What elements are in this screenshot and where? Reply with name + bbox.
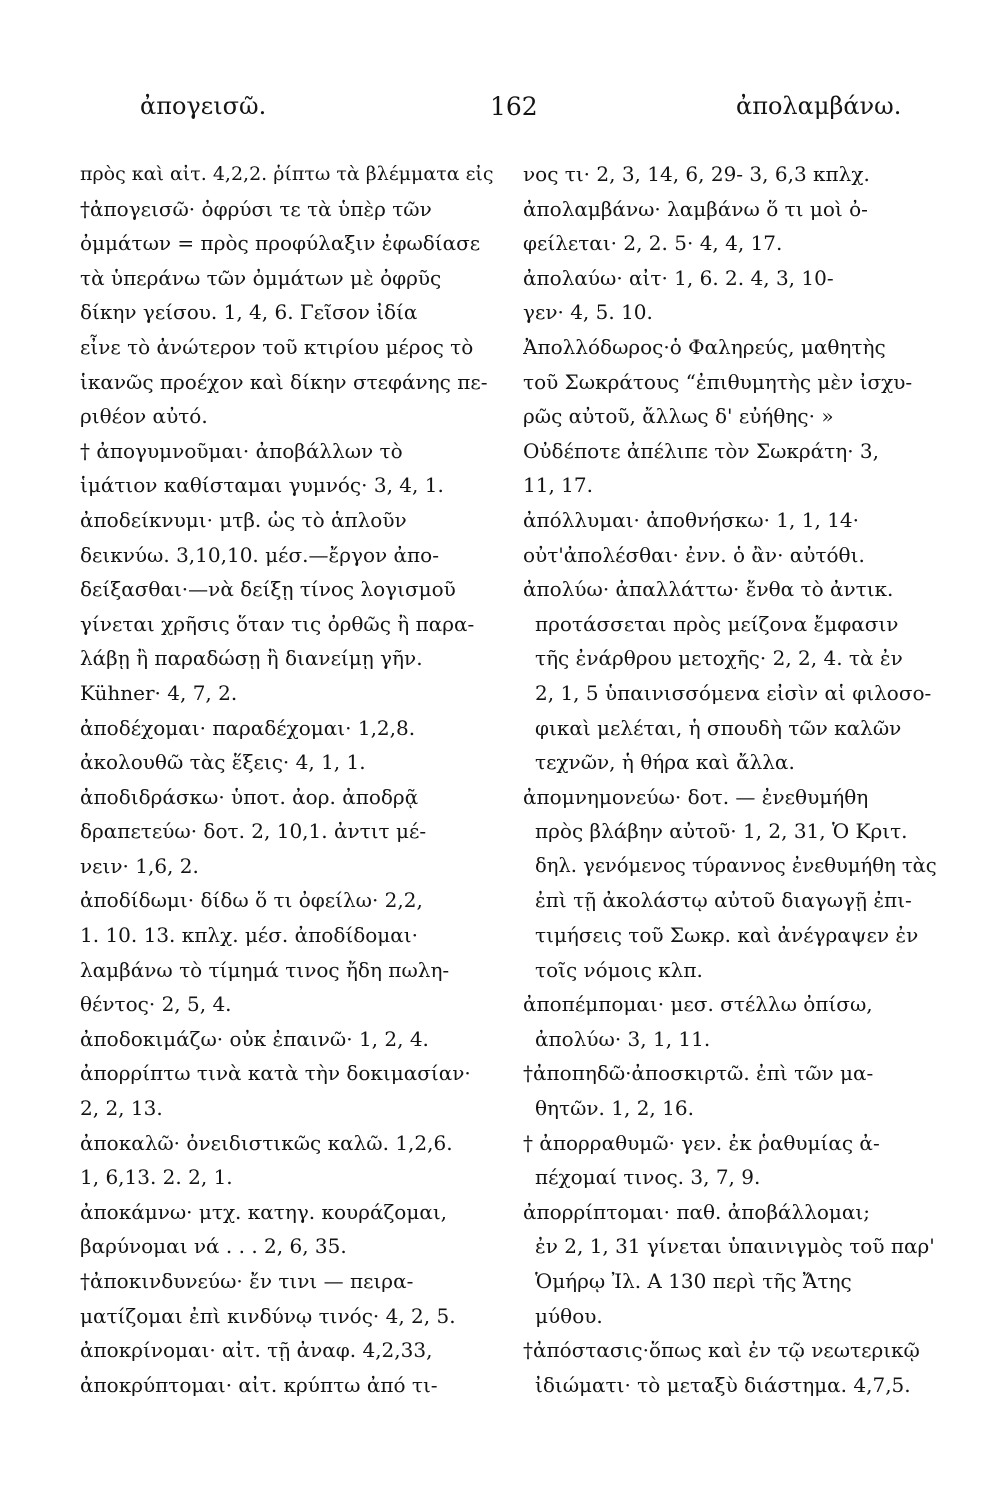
entry-line: φικαὶ μελέται, ἡ σπουδὴ τῶν καλῶν [535,715,902,740]
entry-line: γεν· 4, 5. 10. [523,300,653,325]
entry-line: ἀπολαύω· αἰτ· 1, 6. 2. 4, 3, 10- [523,265,834,290]
header-left-catchword: ἀπογεισῶ. [140,92,267,120]
entry-line: ἀποκάμνω· μτχ. κατηγ. κουράζομαι, [80,1199,448,1224]
entry-line: ἀποδέχομαι· παραδέχομαι· 1,2,8. [80,715,416,740]
entry-line: θητῶν. 1, 2, 16. [535,1096,694,1121]
entry-line: τοῖς νόμοις κλπ. [535,957,703,982]
entry-line: δραπετεύω· δοτ. 2, 10,1. ἀντιτ μέ- [80,819,427,844]
entry-line: ἀκολουθῶ τὰς ἕξεις· 4, 1, 1. [80,750,366,775]
entry-line: ἀποπέμπομαι· μεσ. στέλλω ὀπίσω, [523,992,873,1017]
entry-line: ἐν 2, 1, 31 γίνεται ὑπαινιγμὸς τοῦ παρ' [535,1234,935,1259]
left-column [80,157,495,1402]
header-right-catchword: ἀπολαμβάνω. [736,92,902,120]
entry-line: 1, 6,13. 2. 2, 1. [80,1165,233,1190]
entry-line: ἀπορρίπτω τινὰ κατὰ τὴν δοκιμασίαν· [80,1061,471,1086]
entry-line: ρῶς αὐτοῦ, ἄλλως δ' εὐήθης· » [523,404,834,429]
entry-line: μύθου. [535,1303,603,1328]
entry-line: ἀπολαμβάνω· λαμβάνω ὅ τι μοὶ ὀ- [523,196,868,221]
entry-line: ἀπομνημονεύω· δοτ. — ἐνεθυμήθη [523,784,869,809]
entry-line: † ἀπογυμνοῦμαι· ἀποβάλλων τὸ [80,438,403,463]
entry-line: τὰ ὑπεράνω τῶν ὀμμάτων μὲ ὀφρῦς [80,265,442,290]
entry-line: Οὐδέποτε ἀπέλιπε τὸν Σωκράτη· 3, [523,438,879,463]
entry-line: δηλ. γενόμενος τύραννος ἐνεθυμήθη τὰς [535,853,937,877]
entry-line: ἰδιώματι· τὸ μεταξὺ διάστημα. 4,7,5. [535,1372,911,1397]
entry-line: Ἀπολλόδωρος·ὁ Φαληρεύς, μαθητὴς [523,334,886,359]
entry-line: ἀποκρύπτομαι· αἰτ. κρύπτω ἀπό τι- [80,1372,438,1397]
entry-line: πέχομαί τινος. 3, 7, 9. [535,1165,761,1190]
entry-line: ἱμάτιον καθίσταμαι γυμνός· 3, 4, 1. [80,473,444,498]
entry-line: πρὸς βλάβην αὐτοῦ· 1, 2, 31, Ὁ Κριτ. [535,819,908,844]
entry-line: ριθέον αὐτό. [80,404,208,429]
entry-line: ἱκανῶς προέχον καὶ δίκην στεφάνης πε- [80,369,488,394]
entry-line: ἀποδοκιμάζω· οὐκ ἐπαινῶ· 1, 2, 4. [80,1026,429,1051]
entry-line: ἀπολύω· ἀπαλλάττω· ἔνθα τὸ ἀντικ. [523,577,894,602]
entry-line: †ἀποκινδυνεύω· ἔν τινι — πειρα- [80,1269,414,1293]
entry-line: τοῦ Σωκράτους “ἐπιθυμητὴς μὲν ἰσχυ- [523,369,913,394]
entry-line: τιμήσεις τοῦ Σωκρ. καὶ ἀνέγραψεν ἐν [535,923,919,948]
entry-line: Kühner· 4, 7, 2. [80,680,238,705]
entry-line: ἀπορρίπτομαι· παθ. ἀποβάλλομαι; [523,1199,871,1224]
entry-line: νειν· 1,6, 2. [80,853,199,878]
entry-line: ἀποδίδωμι· δίδω ὅ τι ὀφείλω· 2,2, [80,888,423,913]
entry-line: νος τι· 2, 3, 14, 6, 29- 3, 6,3 κπλχ. [523,162,870,186]
entry-line: ματίζομαι ἐπὶ κινδύνῳ τινός· 4, 2, 5. [80,1303,456,1328]
entry-line: γίνεται χρῆσις ὅταν τις ὀρθῶς ἢ παρα- [80,611,475,636]
entry-line: δεικνύω. 3,10,10. μέσ.—ἔργον ἀπο- [80,542,439,567]
entry-line: 2, 2, 13. [80,1096,163,1121]
entry-line: †ἀπογεισῶ· ὀφρύσι τε τὰ ὑπὲρ τῶν [80,196,432,221]
entry-line: ἀποδείκνυμι· μτβ. ὡς τὸ ἁπλοῦν [80,507,407,532]
entry-line: ἀπόλλυμαι· ἀποθνήσκω· 1, 1, 14· [523,507,859,532]
entry-line: τεχνῶν, ἡ θήρα καὶ ἄλλα. [535,750,795,775]
entry-line: δίκην γείσου. 1, 4, 6. Γεῖσον ἰδία [80,300,418,325]
entry-line: εἶνε τὸ ἀνώτερον τοῦ κτιρίου μέρος τὸ [80,334,474,359]
entry-line: ἀποκρίνομαι· αἰτ. τῇ ἀναφ. 4,2,33, [80,1338,433,1363]
entry-line: τῆς ἐνάρθρου μετοχῆς· 2, 2, 4. τὰ ἐν [535,646,903,671]
entry-line: ὀμμάτων = πρὸς προφύλαξιν ἐφωδίασε [80,231,481,256]
entry-line: δείξασθαι·—νὰ δείξῃ τίνος λογισμοῦ [80,577,456,602]
entry-line: οὐτ'ἀπολέσθαι· ἐνν. ὁ ἂν· αὐτόθι. [523,542,865,567]
entry-line: Ὁμήρῳ Ἰλ. Α 130 περὶ τῆς Ἄτης [535,1269,852,1293]
entry-line: θέντος· 2, 5, 4. [80,992,232,1017]
entry-line: † ἀπορραθυμῶ· γεν. ἐκ ῥαθυμίας ἀ- [523,1130,880,1155]
running-head [0,92,1000,122]
entry-line: λαμβάνω τὸ τίμημά τινος ἤδη πωλη- [80,957,450,982]
entry-line: †ἀποπηδῶ·ἀποσκιρτῶ. ἐπὶ τῶν μα- [523,1061,874,1086]
entry-line: βαρύνομαι νά . . . 2, 6, 35. [80,1234,347,1259]
page-number: 162 [490,92,538,121]
entry-line: ἐπὶ τῇ ἀκολάστῳ αὐτοῦ διαγωγῇ ἐπι- [535,888,912,913]
entry-line: φείλεται· 2, 2. 5· 4, 4, 17. [523,231,783,256]
entry-line: 1. 10. 13. κπλχ. μέσ. ἀποδίδομαι· [80,923,419,948]
entry-line: ἀπολύω· 3, 1, 11. [535,1026,711,1051]
entry-line: ἀποκαλῶ· ὀνειδιστικῶς καλῶ. 1,2,6. [80,1130,453,1155]
entry-line: †ἀπόστασις·ὅπως καὶ ἐν τῷ νεωτερικῷ [523,1338,920,1363]
entry-line: λάβῃ ἢ παραδώσῃ ἢ διανείμῃ γῆν. [80,646,423,671]
entry-line: ἀποδιδράσκω· ὑποτ. ἀορ. ἀποδρᾷ [80,784,419,809]
entry-line: προτάσσεται πρὸς μείζονα ἔμφασιν [535,611,899,636]
entry-line: 11, 17. [523,473,593,498]
entry-line: πρὸς καὶ αἰτ. 4,2,2. ῥίπτω τὰ βλέμματα εἰς [80,163,494,185]
right-column [523,157,938,1402]
entry-line: 2, 1, 5 ὑπαινισσόμενα εἰσὶν αἱ φιλοσο- [535,680,932,705]
